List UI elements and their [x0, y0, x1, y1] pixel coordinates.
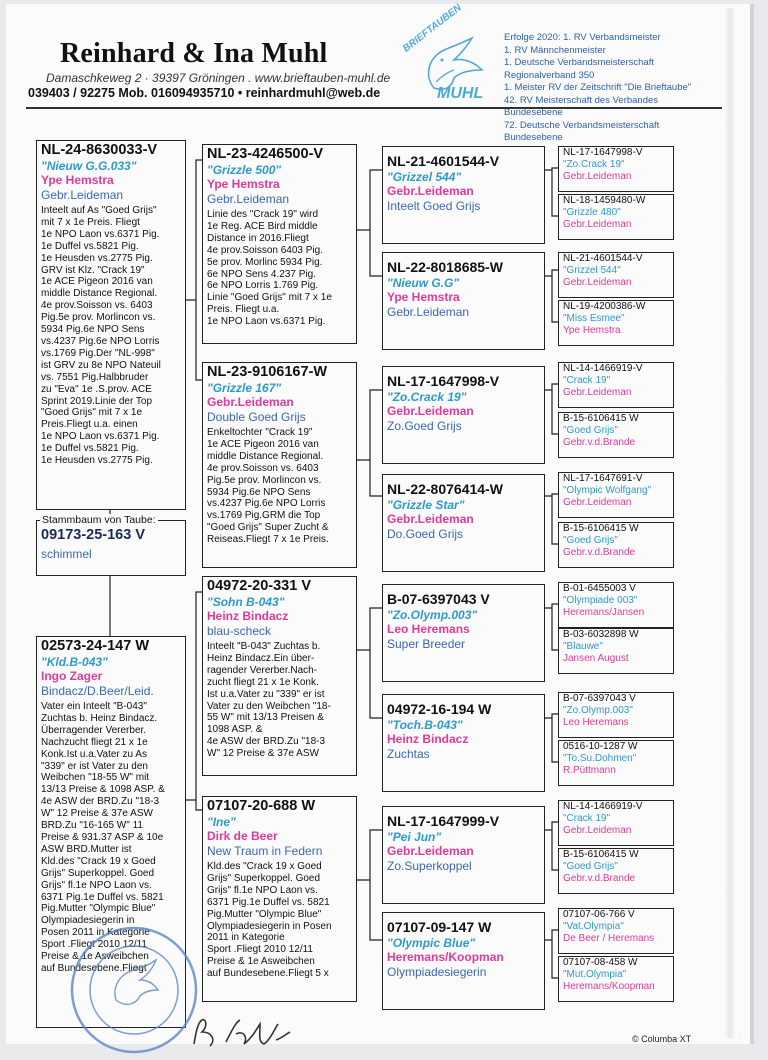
- owner-contact: 039403 / 92275 Mob. 016094935710 • reinhardmuhl@web.de: [28, 86, 381, 100]
- owner-address: Damaschkeweg 2 · 39397 Gröningen . www.brieftauben-muhl.de: [46, 71, 391, 85]
- owner-name: Reinhard & Ina Muhl: [60, 38, 328, 69]
- pedigree-label: Stammbaum von Taube:: [42, 514, 156, 526]
- breeder: Gebr.Leideman: [563, 277, 632, 288]
- breeder: De Beer / Heremans: [563, 933, 655, 944]
- breeder: Dirk de Beer: [207, 829, 278, 843]
- breeder: Leo Heremans: [563, 717, 629, 728]
- pigeon-name: "Grizzle 500": [207, 163, 282, 177]
- pigeon-name: "Zo.Olymp.003": [387, 608, 478, 622]
- description: Inteelt "B-043" Zuchtas b. Heinz Bindacz.Ein über- ragender Vererber.Nach- zucht fliegt 21 x 1e Konk. Ist u.a.Vater zu "339" er ist Vater zu den Weibchen "18- 55 W" mit 13/13 Preisen & 1098 ASP. & 4e ASW der BRD.Zu "18-3 W" 12 Preise & 37e ASW: [207, 641, 331, 760]
- description: Kld.des "Crack 19 x Goed Grijs" Superkoppel. Goed Grijs" fl.1e NPO Laon vs. 6371 Pig.1e Duffel vs. 5821 Pig.Mutter "Olympic Blue" Olympiadesiegerin in Posen 2011 in Kategorie Sport .Fliegt 2010 12/11 Preise & 1e Asweibchen auf Bundesebene.Fliegt 5 x: [207, 861, 332, 980]
- sheet-edge: [723, 8, 737, 1038]
- pigeon-name: "Crack 19": [563, 813, 611, 824]
- breeder: Gebr.Leideman: [387, 404, 474, 418]
- pigeon-name: "Zo.Crack 19": [563, 159, 625, 170]
- subject-card: [36, 520, 186, 576]
- ancestor-card: [558, 362, 674, 408]
- breeder: Ype Hemstra: [563, 325, 621, 336]
- logo-text-top: BRIEFTAUBEN: [401, 2, 464, 55]
- origin: Super Breeder: [387, 637, 466, 651]
- mother-name: "Kld.B-043": [41, 655, 108, 669]
- ring-number: NL-21-4601544-V: [387, 153, 500, 169]
- ring-number: B-03-6032898 W: [563, 629, 639, 640]
- origin: Zo.Goed Grijs: [387, 419, 462, 433]
- subject-color: schimmel: [41, 547, 92, 561]
- success-line: Erfolge 2020: 1. RV Verbandsmeister: [504, 32, 661, 43]
- father-card: [36, 140, 186, 510]
- origin: Zo.Superkoppel: [387, 859, 472, 873]
- pigeon-name: "Nieuw G.G": [387, 276, 460, 290]
- subject-ring-number: 09173-25-163 V: [41, 527, 145, 543]
- breeder: Gebr.Leideman: [563, 387, 632, 398]
- ancestor-card: [558, 582, 674, 628]
- origin: New Traum in Federn: [207, 844, 323, 858]
- pigeon-name: "Vat.Olympia": [563, 921, 624, 932]
- pigeon-name: "Crack 19": [563, 375, 611, 386]
- ring-number: NL-17-1647998-V: [387, 373, 500, 389]
- ring-number: NL-14-1466919-V: [563, 363, 643, 374]
- pigeon-name: "Olympic Blue": [387, 936, 476, 950]
- ring-number: NL-23-9106167-W: [207, 364, 328, 380]
- father-origin: Gebr.Leideman: [41, 188, 124, 202]
- pigeon-name: "Goed Grijs": [563, 535, 618, 546]
- grandparent-card: [202, 144, 357, 344]
- great-grandparent-card: [382, 806, 545, 904]
- great-grandparent-card: [382, 694, 545, 792]
- success-line: 1. RV Männchenmeister: [504, 44, 606, 56]
- breeder: Heremans/Jansen: [563, 607, 645, 618]
- breeder: Gebr.Leideman: [563, 219, 632, 230]
- ring-number: B-01-6455003 V: [563, 583, 636, 594]
- copyright: © Columba XT: [632, 1034, 692, 1044]
- ring-number: NL-17-1647691-V: [563, 473, 643, 484]
- breeder: Gebr.Leideman: [563, 497, 632, 508]
- pigeon-name: "Olympiade 003": [563, 595, 638, 606]
- great-grandparent-card: [382, 146, 545, 244]
- ancestor-card: [558, 146, 674, 192]
- breeder: Gebr.Leideman: [563, 171, 632, 182]
- breeder: Gebr.Leideman: [387, 184, 474, 198]
- breeder: Gebr.Leideman: [387, 512, 474, 526]
- pigeon-name: "Blauwe": [563, 641, 603, 652]
- breeder: Leo Heremans: [387, 622, 470, 636]
- ring-number: 07107-20-688 W: [207, 798, 316, 814]
- great-grandparent-card: [382, 584, 545, 682]
- pigeon-name: "Ine": [207, 815, 236, 829]
- breeder: Heremans/Koopman: [387, 950, 504, 964]
- breeder: Gebr.v.d.Brande: [563, 547, 636, 558]
- ancestor-card: [558, 692, 674, 738]
- origin: Gebr.Leideman: [387, 305, 470, 319]
- pigeon-name: "Grizzle 480": [563, 207, 621, 218]
- ring-number: NL-23-4246500-V: [207, 146, 324, 162]
- origin: Gebr.Leideman: [207, 192, 290, 206]
- pigeon-name: "Pei Jun": [387, 830, 442, 844]
- success-line: 72. Deutsche Verbandsmeisterschaft: [504, 119, 660, 131]
- ancestor-card: [558, 908, 674, 954]
- mother-breeder: Ingo Zager: [41, 669, 103, 683]
- breeder: Gebr.Leideman: [387, 844, 474, 858]
- ring-number: B-07-6397043 V: [563, 693, 636, 704]
- origin: Zuchtas: [387, 747, 430, 761]
- ring-number: B-07-6397043 V: [387, 591, 490, 607]
- success-line: Bundesebene: [504, 132, 563, 143]
- pigeon-name: "Goed Grijs": [563, 861, 618, 872]
- ring-number: NL-22-8018685-W: [387, 259, 503, 275]
- origin: Olympiadesiegerin: [387, 965, 487, 979]
- father-name: "Nieuw G.G.033": [41, 159, 137, 173]
- father-ring-number: NL-24-8630033-V: [41, 142, 158, 158]
- pigeon-name: "Mut.Olympia": [563, 969, 627, 980]
- ring-number: 07107-09-147 W: [387, 919, 492, 935]
- pigeon-name: "Grizzle Star": [387, 498, 465, 512]
- father-description: Inteelt auf As "Goed Grijs" mit 7 x 1e Preis. Fliegt 1e NPO Laon vs.6371 Pig. 1e Duffel vs.5821 Pig. 1e Heusden vs.2775 Pig. GRV ist Klz. "Crack 19" 1e ACE Pigeon 2016 van middle Distance Regional. 4e prov.Soisson vs. 6403 Pig.5e prov. Morlincon vs. 5934 Pig.6e NPO Sens vs.4237 Pig.6e NPO Lorris vs.1769 Pig.Der "NL-998" ist GRV zu 8e NPO Nateuil vs. 7551 Pig.Halbbruder zu "Eva" 1e .S.prov. ACE Sprint 2019.Linie der Top "Goed Grijs" mit 7 x 1e Preis.Fliegt u.a. einen 1e NPO Laon vs.6371 Pig. 1e Duffel vs.5821 Pig. 1e Heusden vs.2775 Pig.: [41, 205, 161, 467]
- breeder: Gebr.Leideman: [207, 395, 294, 409]
- success-line: 42. RV Meisterschaft des Verbandes: [504, 94, 659, 106]
- success-line: Bundesebene: [504, 107, 563, 118]
- ancestor-card: [558, 194, 674, 240]
- ring-number: 07107-06-766 V: [563, 909, 635, 920]
- breeder: Jansen August: [563, 653, 629, 664]
- ring-number: 0516-10-1287 W: [563, 741, 638, 752]
- pigeon-name: "Grizzel 544": [563, 265, 621, 276]
- ancestor-card: [558, 740, 674, 786]
- grandparent-card: [202, 576, 357, 776]
- success-line: Regionalverband 350: [504, 69, 595, 81]
- successes-list: [504, 32, 719, 145]
- description: Enkeltochter "Crack 19" 1e ACE Pigeon 2016 van middle Distance Regional. 4e prov.Soisson vs. 6403 Pig.5e prov. Morlincon vs. 5934 Pig.6e NPO Sens vs.4237 Pig.6e NPO Lorris vs.1769 Pig.GRM die Top "Goed Grijs" Super Zucht & Reiseas.Fliegt 7 x 1e Preis.: [207, 427, 329, 546]
- success-line: 1. Deutsche Verbandsmeisterschaft: [504, 57, 654, 68]
- great-grandparent-card: [382, 366, 545, 464]
- breeder: Heremans/Koopman: [563, 981, 655, 992]
- breeder: R.Püttmann: [563, 765, 616, 776]
- ring-number: NL-14-1466919-V: [563, 801, 643, 812]
- grandparent-card: [202, 796, 357, 1002]
- ancestor-card: [558, 628, 674, 674]
- pigeon-name: "Grizzel 544": [387, 170, 462, 184]
- breeder-stamp-icon: [64, 920, 204, 1060]
- ancestor-card: [558, 252, 674, 298]
- ancestor-card: [558, 956, 674, 1002]
- ancestor-card: [558, 412, 674, 458]
- ring-number: 04972-16-194 W: [387, 701, 492, 717]
- pigeon-name: "Toch.B-043": [387, 718, 463, 732]
- breeder: Ype Hemstra: [207, 177, 280, 191]
- mother-description: Vater ein Inteelt "B-043" Zuchtas b. Heinz Bindacz. Überragender Vererber. Nachzucht fliegt 21 x 1e Konk.Ist u.a.Vater zu As "339" er ist Vater zu den Weibchen "18-55 W" mit 13/13 Preise & 1098 ASP. & 4e ASW der BRD.Zu "18-3 W" 12 Preise & 37e ASW BRD.Zu "16-165 W" 11 Preise & 931.37 ASP & 10e ASW BRD.Mutter ist Kld.des "Crack 19 x Goed Grijs" Superkoppel. Goed Grijs" fl.1e NPO Laon vs. 6371 Pig.1e Duffel vs. 5821 Pig.Mutter "Olympic Blue" Olympiadesiegerin in Posen 2011 in Kategorie Sport .Fliegt 2010 12/11 Preise & 1e Asweibchen auf Bundesebene.Fliegt: [41, 701, 165, 974]
- pigeon-name: "To.Su.Dohmen": [563, 753, 637, 764]
- ancestor-card: [558, 522, 674, 568]
- ancestor-card: [558, 800, 674, 846]
- success-line: 1. Meister RV der Zeitschrift "Die Brieftaube": [504, 82, 692, 93]
- breeder: Heinz Bindacz: [387, 732, 469, 746]
- ring-number: NL-18-1459480-W: [563, 195, 646, 206]
- great-grandparent-card: [382, 474, 545, 572]
- ring-number: 07107-08-458 W: [563, 957, 638, 968]
- ring-number: B-15-6106415 W: [563, 523, 639, 534]
- mother-ring-number: 02573-24-147 W: [41, 638, 150, 654]
- breeder: Gebr.v.d.Brande: [563, 873, 636, 884]
- great-grandparent-card: [382, 252, 545, 350]
- header-divider: [26, 107, 722, 109]
- ring-number: NL-22-8076414-W: [387, 481, 503, 497]
- breeder: Ype Hemstra: [387, 290, 460, 304]
- ring-number: NL-17-1647998-V: [563, 147, 643, 158]
- pigeon-name: "Miss Esmee": [563, 313, 625, 324]
- pigeon-name: "Sohn B-043": [207, 595, 285, 609]
- pigeon-name: "Zo.Olymp.003": [563, 705, 633, 716]
- breeder: Gebr.Leideman: [563, 825, 632, 836]
- description: Linie des "Crack 19" wird 1e Reg. ACE Bird middle Distance in 2016.Fliegt 4e prov.Soisson 6403 Pig. 5e prov. Morlinc 5934 Pig. 6e NPO Sens 4.237 Pig. 6e NPO Lorris 1.769 Pig. Linie "Goed Grijs" mit 7 x 1e Preis. Fliegt u.a. 1e NPO Laon vs.6371 Pig.: [207, 209, 332, 328]
- origin: Inteelt Goed Grijs: [387, 199, 481, 213]
- father-breeder: Ype Hemstra: [41, 173, 114, 187]
- ring-number: NL-17-1647999-V: [387, 813, 500, 829]
- ancestor-card: [558, 300, 674, 346]
- ancestor-card: [558, 848, 674, 894]
- origin: Do.Goed Grijs: [387, 527, 464, 541]
- origin: Double Goed Grijs: [207, 410, 306, 424]
- mother-origin: Bindacz/D.Beer/Leid.: [41, 684, 154, 698]
- signature-icon: [186, 1012, 336, 1052]
- pigeon-name: "Grizzle 167": [207, 381, 282, 395]
- ring-number: NL-21-4601544-V: [563, 253, 643, 264]
- breeder: Gebr.v.d.Brande: [563, 437, 636, 448]
- breeder: Heinz Bindacz: [207, 609, 289, 623]
- pigeon-name: "Zo.Crack 19": [387, 390, 467, 404]
- grandparent-card: [202, 362, 357, 568]
- ring-number: B-15-6106415 W: [563, 849, 639, 860]
- origin: blau-scheck: [207, 624, 272, 638]
- pigeon-name: "Goed Grijs": [563, 425, 618, 436]
- ancestor-card: [558, 472, 674, 518]
- logo-text-bottom: MUHL: [437, 85, 484, 102]
- great-grandparent-card: [382, 912, 545, 1010]
- ring-number: B-15-6106415 W: [563, 413, 639, 424]
- pigeon-name: "Olympic Wolfgang": [563, 485, 652, 496]
- ring-number: 04972-20-331 V: [207, 578, 311, 594]
- ring-number: NL-19-4200386-W: [563, 301, 646, 312]
